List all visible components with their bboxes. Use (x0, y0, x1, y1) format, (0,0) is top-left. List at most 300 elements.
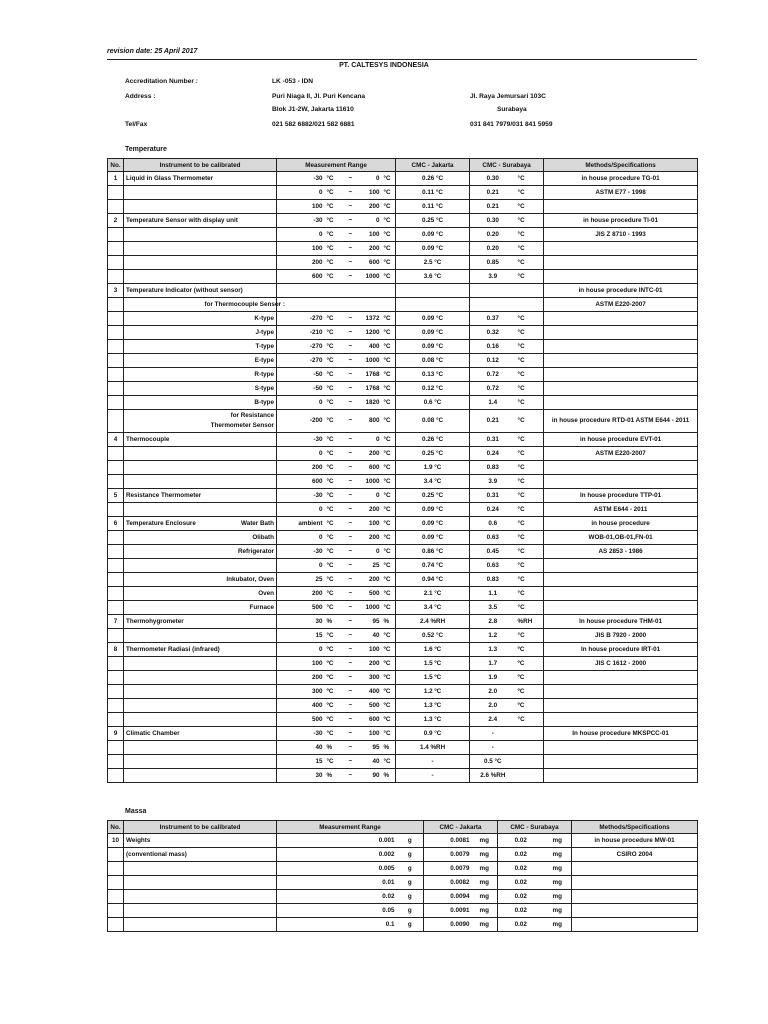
range-high-unit: ºC (382, 657, 396, 671)
row-number (108, 559, 124, 573)
instrument-subtype: K-type (203, 312, 277, 326)
instrument-subtype (203, 228, 277, 242)
range-low-unit: °C (325, 368, 339, 382)
header-instrument: Instrument to be calibrated (124, 159, 277, 172)
cmc-surabaya: 0.20 (470, 228, 516, 242)
instrument-subtype (203, 186, 277, 200)
row-number (108, 862, 124, 876)
range-low: -50 (277, 368, 325, 382)
cmc-surabaya-unit: mg (544, 848, 572, 862)
row-number (108, 769, 124, 783)
accreditation-label: Accreditation Number : (125, 78, 198, 85)
range-low: 300 (277, 685, 325, 699)
instrument-name (124, 876, 277, 890)
range-high: 500 (363, 587, 382, 601)
range-tilde: ~ (339, 447, 363, 461)
cmc-surabaya-unit: °C (516, 270, 544, 284)
range-high-unit: °C (382, 186, 396, 200)
range-high-unit: °C (382, 396, 396, 410)
instrument-name (124, 368, 203, 382)
nominal-value: 0.02 (277, 890, 397, 904)
cmc-jakarta-unit: mg (472, 876, 498, 890)
cmc-jakarta: 3.4 °C (396, 475, 470, 489)
range-low (277, 284, 325, 298)
instrument-name: Liquid in Glass Thermometer (124, 172, 203, 186)
range-low: -30 (277, 214, 325, 228)
method-spec: AS 2853 - 1986 (544, 545, 698, 559)
range-tilde (339, 298, 363, 312)
instrument-name (124, 699, 203, 713)
cmc-surabaya: 0.02 (498, 876, 544, 890)
cmc-surabaya-unit: ºC (516, 657, 544, 671)
cmc-surabaya-unit (516, 298, 544, 312)
range-low-unit: °C (325, 354, 339, 368)
range-high-unit: °C (382, 461, 396, 475)
range-high: 1768 (363, 368, 382, 382)
range-high-unit: °C (382, 559, 396, 573)
instrument-name (124, 890, 277, 904)
method-spec: ASTM E220-2007 (544, 447, 698, 461)
instrument-subtype (203, 200, 277, 214)
range-low: 40 (277, 741, 325, 755)
table-row (108, 298, 698, 312)
instrument-name (124, 354, 203, 368)
cmc-surabaya-unit: °C (516, 382, 544, 396)
cmc-jakarta-unit: mg (472, 862, 498, 876)
row-number: 10 (108, 834, 124, 848)
cmc-surabaya-unit: °C (516, 410, 544, 433)
nominal-value: 0.001 (277, 834, 397, 848)
cmc-surabaya-unit: mg (544, 834, 572, 848)
range-high-unit: °C (382, 382, 396, 396)
instrument-name (124, 396, 203, 410)
header-cmc-jakarta: CMC - Jakarta (424, 821, 498, 834)
instrument-name (124, 242, 203, 256)
range-tilde: ~ (339, 727, 363, 741)
cmc-surabaya: - (470, 741, 516, 755)
massa-section-title: Massa (125, 808, 147, 815)
range-high-unit: °C (382, 256, 396, 270)
cmc-surabaya: 0.85 (470, 256, 516, 270)
cmc-surabaya: 0.31 (470, 489, 516, 503)
range-low-unit (325, 298, 339, 312)
cmc-jakarta (396, 298, 470, 312)
range-high-unit: °C (382, 503, 396, 517)
range-low: -210 (277, 326, 325, 340)
method-spec: In house procedure MKSPCC-01 (544, 727, 698, 741)
range-high: 600 (363, 461, 382, 475)
row-number (108, 918, 124, 932)
table-row (108, 615, 698, 629)
instrument-subtype (203, 172, 277, 186)
telfax-surabaya: 031 841 7979/031 841 5959 (470, 121, 553, 128)
table-row (108, 461, 698, 475)
header-cmc-surabaya: CMC - Surabaya (470, 159, 544, 172)
table-row (108, 475, 698, 489)
cmc-surabaya-unit: ºC (516, 685, 544, 699)
cmc-jakarta-unit: mg (472, 848, 498, 862)
range-tilde: ~ (339, 769, 363, 783)
instrument-name: Temperature Indicator (without sensor) (124, 284, 203, 298)
cmc-surabaya: 0.72 (470, 382, 516, 396)
cmc-surabaya-unit: °C (516, 559, 544, 573)
header-no: No. (108, 821, 124, 834)
range-low-unit: °C (325, 256, 339, 270)
table-row (108, 172, 698, 186)
table-row (108, 503, 698, 517)
cmc-surabaya-unit (516, 769, 544, 783)
range-tilde: ~ (339, 629, 363, 643)
instrument-subtype (203, 256, 277, 270)
cmc-surabaya-unit: °C (516, 340, 544, 354)
range-high: 25 (363, 559, 382, 573)
range-low-unit: °C (325, 755, 339, 769)
instrument-subtype: Oven (203, 587, 277, 601)
nominal-value: 0.005 (277, 862, 397, 876)
method-spec: in house procedure INTC-01 (544, 284, 698, 298)
range-low: -30 (277, 545, 325, 559)
cmc-surabaya: 0.20 (470, 242, 516, 256)
instrument-name (124, 298, 203, 312)
range-high-unit: °C (382, 312, 396, 326)
nominal-value: 0.05 (277, 904, 397, 918)
range-high: 1000 (363, 475, 382, 489)
range-high: 200 (363, 242, 382, 256)
temperature-header-row (108, 159, 698, 172)
range-high: 40 (363, 629, 382, 643)
cmc-jakarta: 1.4 %RH (396, 741, 470, 755)
address-jakarta-line2: Blok J1-2W, Jakarta 11610 (272, 106, 354, 113)
range-high: 400 (363, 685, 382, 699)
instrument-name (124, 629, 203, 643)
row-number: 4 (108, 433, 124, 447)
cmc-surabaya: 0.31 (470, 433, 516, 447)
row-number (108, 671, 124, 685)
range-high: 200 (363, 657, 382, 671)
range-low: 15 (277, 629, 325, 643)
method-spec: In house procedure TTP-01 (544, 489, 698, 503)
range-high-unit: °C (382, 368, 396, 382)
instrument-subtype (203, 503, 277, 517)
table-row (108, 643, 698, 657)
table-row (108, 447, 698, 461)
range-high: 0 (363, 172, 382, 186)
cmc-surabaya-unit: °C (516, 573, 544, 587)
method-spec (544, 368, 698, 382)
method-spec: CSIRO 2004 (572, 848, 698, 862)
instrument-name (124, 545, 203, 559)
row-number: 1 (108, 172, 124, 186)
range-low-unit: °C (325, 312, 339, 326)
instrument-subtype: Olibath (203, 531, 277, 545)
range-tilde: ~ (339, 713, 363, 727)
table-row (108, 699, 698, 713)
table-row (108, 368, 698, 382)
cmc-surabaya-unit: mg (544, 918, 572, 932)
range-tilde (339, 284, 363, 298)
range-high-unit: ºC (382, 643, 396, 657)
range-high: 100 (363, 517, 382, 531)
cmc-surabaya-unit: °C (516, 433, 544, 447)
cmc-jakarta: 0.0090 (424, 918, 472, 932)
temperature-section-title: Temperature (125, 146, 167, 153)
range-low: 15 (277, 755, 325, 769)
table-row (108, 713, 698, 727)
nominal-unit: g (397, 834, 424, 848)
instrument-subtype (203, 685, 277, 699)
table-row (108, 340, 698, 354)
range-low-unit: °C (325, 517, 339, 531)
range-tilde: ~ (339, 489, 363, 503)
range-high-unit: °C (382, 475, 396, 489)
range-high: 0 (363, 214, 382, 228)
nominal-unit: g (397, 890, 424, 904)
cmc-surabaya-unit: °C (516, 186, 544, 200)
nominal-value: 0.01 (277, 876, 397, 890)
table-row (108, 587, 698, 601)
row-number (108, 312, 124, 326)
range-low: 100 (277, 242, 325, 256)
range-high: 200 (363, 573, 382, 587)
range-low-unit: °C (325, 601, 339, 615)
instrument-name: Thermohygrometer (124, 615, 203, 629)
instrument-subtype (203, 433, 277, 447)
nominal-unit: g (397, 918, 424, 932)
cmc-surabaya: 2.8 (470, 615, 516, 629)
instrument-subtype: J-type (203, 326, 277, 340)
header-methods: Methods/Specifications (572, 821, 698, 834)
instrument-name (124, 755, 203, 769)
table-row (108, 862, 698, 876)
method-spec: In house procedure THM-01 (544, 615, 698, 629)
method-spec: ASTM E220-2007 (544, 298, 698, 312)
cmc-jakarta: 0.09 °C (396, 228, 470, 242)
cmc-surabaya-unit: °C (516, 447, 544, 461)
instrument-name (124, 685, 203, 699)
cmc-surabaya: 0.02 (498, 848, 544, 862)
table-row (108, 573, 698, 587)
instrument-name: Temperature Enclosure (124, 517, 203, 531)
row-number (108, 410, 124, 433)
cmc-surabaya: - (470, 727, 516, 741)
range-low: 30 (277, 615, 325, 629)
range-high-unit: ºC (382, 713, 396, 727)
cmc-surabaya-unit: °C (516, 214, 544, 228)
row-number: 3 (108, 284, 124, 298)
range-high: 200 (363, 531, 382, 545)
cmc-surabaya (470, 298, 516, 312)
cmc-surabaya (470, 284, 516, 298)
cmc-surabaya: 0.12 (470, 354, 516, 368)
instrument-name (124, 228, 203, 242)
table-row (108, 517, 698, 531)
instrument-subtype: for Thermocouple Sensor : (203, 298, 277, 312)
cmc-surabaya-unit: °C (516, 256, 544, 270)
instrument-name (124, 713, 203, 727)
range-high-unit: °C (382, 228, 396, 242)
cmc-surabaya: 3.5 (470, 601, 516, 615)
cmc-jakarta: 0.26 °C (396, 433, 470, 447)
range-low-unit: °C (325, 503, 339, 517)
row-number (108, 904, 124, 918)
instrument-subtype (203, 629, 277, 643)
range-low: -270 (277, 340, 325, 354)
cmc-surabaya-unit: °C (516, 228, 544, 242)
nominal-unit: g (397, 876, 424, 890)
row-number (108, 503, 124, 517)
range-tilde: ~ (339, 657, 363, 671)
range-low: 600 (277, 475, 325, 489)
instrument-name (124, 256, 203, 270)
cmc-surabaya-unit (516, 727, 544, 741)
cmc-jakarta: 0.09 °C (396, 242, 470, 256)
cmc-surabaya: 0.24 (470, 447, 516, 461)
range-low-unit: °C (325, 461, 339, 475)
cmc-jakarta: 0.09 °C (396, 326, 470, 340)
row-number (108, 573, 124, 587)
cmc-jakarta: 0.0082 (424, 876, 472, 890)
method-spec: in house procedure (544, 517, 698, 531)
cmc-surabaya: 1.1 (470, 587, 516, 601)
cmc-surabaya: 0.32 (470, 326, 516, 340)
instrument-name (124, 587, 203, 601)
range-low-unit: °C (325, 228, 339, 242)
range-low-unit: °C (325, 587, 339, 601)
method-spec (544, 382, 698, 396)
table-row (108, 904, 698, 918)
range-high: 300 (363, 671, 382, 685)
range-low-unit: °C (325, 186, 339, 200)
table-row (108, 214, 698, 228)
method-spec (544, 200, 698, 214)
range-low: 0 (277, 559, 325, 573)
method-spec (544, 685, 698, 699)
cmc-surabaya-unit: mg (544, 904, 572, 918)
method-spec (544, 396, 698, 410)
range-high-unit: °C (382, 242, 396, 256)
range-high-unit: °C (382, 447, 396, 461)
row-number (108, 340, 124, 354)
instrument-subtype: for Resistance Thermometer Sensor (203, 410, 277, 433)
instrument-subtype (203, 447, 277, 461)
instrument-name (124, 503, 203, 517)
instrument-name: Resistance Thermometer (124, 489, 203, 503)
method-spec (544, 326, 698, 340)
cmc-jakarta: 2.4 %RH (396, 615, 470, 629)
massa-header-row (108, 821, 698, 834)
range-high: 95 (363, 615, 382, 629)
cmc-surabaya: 0.16 (470, 340, 516, 354)
cmc-surabaya-unit: °C (516, 713, 544, 727)
cmc-surabaya-unit: °C (516, 200, 544, 214)
row-number (108, 242, 124, 256)
range-high-unit: °C (382, 629, 396, 643)
cmc-surabaya-unit: °C (516, 587, 544, 601)
instrument-subtype: R-type (203, 368, 277, 382)
instrument-name: Climatic Chamber (124, 727, 203, 741)
row-number (108, 848, 124, 862)
instrument-name (124, 270, 203, 284)
cmc-surabaya: 0.63 (470, 559, 516, 573)
cmc-jakarta: 0.09 °C (396, 503, 470, 517)
row-number (108, 228, 124, 242)
row-number (108, 326, 124, 340)
instrument-name (124, 200, 203, 214)
method-spec (544, 601, 698, 615)
range-high-unit: ºC (382, 699, 396, 713)
table-row (108, 741, 698, 755)
table-row (108, 256, 698, 270)
range-high-unit: °C (382, 200, 396, 214)
header-cmc-surabaya: CMC - Surabaya (498, 821, 572, 834)
method-spec: JIS B 7920 - 2000 (544, 629, 698, 643)
method-spec: JIS C 1612 - 2000 (544, 657, 698, 671)
instrument-name (124, 475, 203, 489)
cmc-surabaya: 0.21 (470, 186, 516, 200)
instrument-name (124, 410, 203, 433)
cmc-surabaya: 0.21 (470, 410, 516, 433)
range-high-unit: °C (382, 573, 396, 587)
range-low: -270 (277, 312, 325, 326)
range-low: -30 (277, 489, 325, 503)
cmc-jakarta: 0.0094 (424, 890, 472, 904)
method-spec (544, 312, 698, 326)
instrument-subtype (203, 713, 277, 727)
instrument-name: Temperature Sensor with display unit (124, 214, 203, 228)
range-tilde: ~ (339, 531, 363, 545)
row-number (108, 186, 124, 200)
row-number (108, 270, 124, 284)
cmc-surabaya-unit: °C (516, 503, 544, 517)
range-high-unit: °C (382, 326, 396, 340)
range-low-unit: °C (325, 727, 339, 741)
cmc-jakarta: 0.12 °C (396, 382, 470, 396)
range-low: -270 (277, 354, 325, 368)
cmc-surabaya: 0.72 (470, 368, 516, 382)
range-high: 500 (363, 699, 382, 713)
cmc-jakarta: 0.08 °C (396, 354, 470, 368)
table-row (108, 284, 698, 298)
range-low: 100 (277, 200, 325, 214)
range-high-unit: °C (382, 727, 396, 741)
table-row (108, 242, 698, 256)
range-high-unit: °C (382, 172, 396, 186)
row-number (108, 545, 124, 559)
method-spec (544, 671, 698, 685)
method-spec (544, 475, 698, 489)
cmc-jakarta: 0.26 °C (396, 172, 470, 186)
range-low-unit: °C (325, 340, 339, 354)
instrument-subtype (203, 671, 277, 685)
cmc-surabaya: 1.3 (470, 643, 516, 657)
table-row (108, 559, 698, 573)
range-high: 200 (363, 447, 382, 461)
range-low-unit: ºC (325, 657, 339, 671)
range-low: -30 (277, 433, 325, 447)
range-low-unit: °C (325, 545, 339, 559)
range-low-unit: °C (325, 214, 339, 228)
range-low: 0 (277, 447, 325, 461)
range-low-unit: °C (325, 410, 339, 433)
instrument-name (124, 904, 277, 918)
cmc-surabaya: 0.21 (470, 200, 516, 214)
instrument-name (124, 573, 203, 587)
instrument-name: Weights (124, 834, 277, 848)
table-row (108, 326, 698, 340)
cmc-jakarta: 1.3 ºC (396, 699, 470, 713)
range-high (363, 298, 382, 312)
range-low: 25 (277, 573, 325, 587)
